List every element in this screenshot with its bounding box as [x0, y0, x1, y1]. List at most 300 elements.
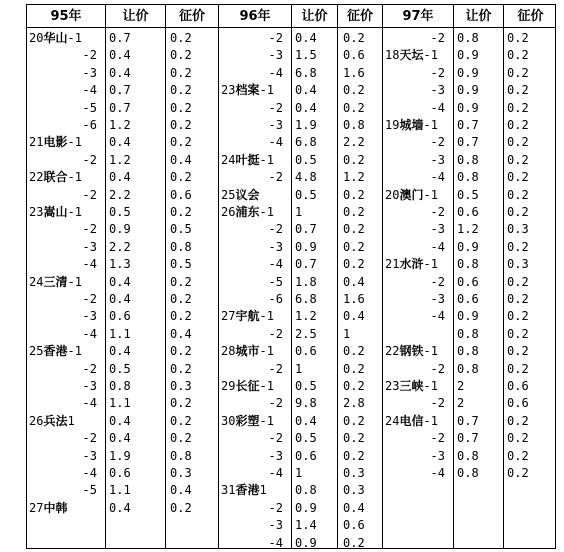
rang-price: 0.7: [457, 135, 479, 150]
issue-name: 钢铁: [399, 344, 424, 359]
rang-price: 1.2: [457, 222, 479, 237]
issue-suffix: -3: [430, 448, 445, 463]
issue-suffix: -3: [430, 222, 445, 237]
rang-price: 0.5: [109, 205, 131, 219]
zheng-price: 0.2: [170, 205, 192, 219]
issue-suffix: -2: [268, 100, 283, 115]
stamp-label: [29, 308, 103, 325]
issue-suffix: -4: [268, 135, 283, 150]
issue-suffix: -1: [67, 135, 82, 150]
issue-number: 22: [385, 344, 400, 359]
rang-price: 0.8: [457, 326, 479, 341]
column-divider: [105, 5, 106, 548]
zheng-price: 0.2: [170, 31, 192, 45]
rang-price: 0.7: [295, 222, 317, 237]
zheng-price: 0.2: [170, 135, 192, 150]
issue-number: 30: [221, 413, 236, 428]
rang-price: 0.7: [295, 257, 317, 272]
issue-name: 城墙: [399, 118, 424, 132]
issue-suffix: -3: [82, 65, 97, 80]
issue-name: 电信: [399, 413, 424, 428]
stamp-label: [221, 535, 289, 552]
zheng-price: 0.2: [170, 170, 192, 185]
stamp-label: [385, 308, 451, 325]
rang-price: 2.5: [295, 326, 317, 341]
issue-suffix: -6: [268, 292, 283, 306]
issue-suffix: -2: [82, 431, 97, 446]
issue-number: 22: [29, 170, 44, 185]
stamp-label: [221, 152, 289, 169]
stamp-label: [221, 413, 289, 430]
zheng-price: 0.6: [170, 187, 192, 202]
stamp-label: [29, 343, 103, 360]
rang-price: 0.8: [457, 152, 479, 167]
issue-name: 联合: [43, 170, 68, 185]
stamp-label: [29, 152, 103, 169]
column-divider: [453, 5, 454, 548]
stamp-label: [385, 187, 451, 204]
stamp-label: [385, 378, 451, 395]
zheng-price: 0.6: [343, 48, 365, 63]
header-zheng-97: 征价: [517, 9, 544, 24]
issue-suffix: -2: [268, 361, 283, 376]
issue-number: 25: [221, 187, 236, 202]
stamp-label: [221, 448, 289, 465]
issue-number: 20: [29, 31, 44, 45]
rang-price: 0.5: [457, 187, 479, 202]
issue-number: 18: [385, 48, 400, 63]
issue-suffix: -3: [268, 118, 283, 132]
issue-number: 23: [221, 83, 236, 98]
stamp-label: [221, 82, 289, 99]
issue-suffix: -3: [268, 239, 283, 254]
rang-price: 0.8: [457, 31, 479, 45]
issue-name: 长征: [235, 379, 260, 393]
issue-suffix: -2: [82, 187, 97, 202]
stamp-label: [29, 65, 103, 82]
stamp-label: [221, 117, 289, 134]
rang-price: 1.4: [295, 518, 317, 533]
rang-price: 0.5: [295, 187, 317, 202]
stamp-label: [221, 204, 289, 221]
issue-suffix: -4: [82, 83, 97, 98]
rang-price: 6.8: [295, 292, 317, 306]
stamp-label: [385, 361, 451, 378]
stamp-label: [221, 256, 289, 273]
stamp-label: [29, 274, 103, 291]
column-divider: [382, 5, 383, 548]
rang-price: 0.4: [295, 100, 317, 115]
zheng-price: 2.2: [343, 135, 365, 150]
zheng-price: 0.2: [507, 431, 529, 446]
issue-suffix: -5: [82, 483, 97, 498]
zheng-price: 0.2: [507, 152, 529, 167]
zheng-price: 0.5: [170, 257, 192, 272]
rang-price: 0.4: [295, 83, 317, 98]
rang-price: 6.8: [295, 135, 317, 150]
issue-number: 27: [221, 309, 236, 324]
rang-price: 0.9: [457, 48, 479, 63]
zheng-price: 0.2: [343, 31, 365, 45]
issue-suffix: -2: [268, 326, 283, 341]
issue-suffix: -1: [259, 152, 274, 167]
zheng-price: 0.8: [343, 118, 365, 132]
issue-name: 宇航: [235, 309, 260, 324]
stamp-label: [221, 308, 289, 325]
stamp-label: [29, 239, 103, 256]
rang-price: 0.6: [295, 448, 317, 463]
zheng-price: 0.2: [507, 309, 529, 324]
issue-suffix: -1: [423, 413, 438, 428]
header-rang-96: 让价: [301, 9, 328, 24]
zheng-price: 0.2: [507, 135, 529, 150]
stamp-label: [29, 291, 103, 308]
stamp-label: [385, 82, 451, 99]
issue-name: 华山: [43, 31, 68, 45]
rang-price: 0.6: [109, 309, 131, 324]
stamp-label: [221, 361, 289, 378]
stamp-label: [385, 169, 451, 186]
stamp-label: [385, 221, 451, 238]
stamp-label: [221, 274, 289, 291]
rang-price: 2.2: [109, 187, 131, 202]
issue-suffix: -4: [430, 170, 445, 185]
stamp-label: [29, 187, 103, 204]
zheng-price: 0.2: [343, 100, 365, 115]
zheng-price: 0.2: [507, 100, 529, 115]
zheng-price: 0.2: [507, 292, 529, 306]
issue-suffix: -1: [259, 379, 274, 393]
rang-price: 0.7: [109, 31, 131, 45]
rang-price: 0.8: [457, 361, 479, 376]
zheng-price: 0.2: [507, 448, 529, 463]
issue-suffix: -1: [259, 83, 274, 98]
rang-price: 0.7: [457, 431, 479, 446]
issue-suffix: -1: [423, 118, 438, 132]
zheng-price: 0.2: [343, 239, 365, 254]
header-rang-95: 让价: [122, 9, 149, 24]
zheng-price: 0.3: [170, 379, 192, 393]
issue-suffix: -3: [430, 83, 445, 98]
zheng-price: 0.4: [170, 326, 192, 341]
rang-price: 1.1: [109, 326, 131, 341]
stamp-label: [221, 500, 289, 517]
zheng-price: 0.2: [343, 83, 365, 98]
zheng-price: 0.2: [343, 431, 365, 446]
issue-suffix: -1: [423, 379, 438, 393]
rang-price: 0.4: [109, 48, 131, 63]
issue-name: 电影: [43, 135, 68, 150]
issue-suffix: -4: [82, 257, 97, 272]
issue-name: 兵法: [43, 413, 68, 428]
rang-price: 0.8: [295, 483, 317, 498]
stamp-label: [385, 413, 451, 430]
rang-price: 0.7: [109, 100, 131, 115]
issue-suffix: -3: [430, 152, 445, 167]
zheng-price: 0.2: [507, 239, 529, 254]
issue-name: 嵩山: [43, 205, 68, 219]
stamp-label: [29, 82, 103, 99]
issue-number: 26: [29, 413, 44, 428]
issue-number: 21: [385, 257, 400, 272]
stamp-label: [385, 430, 451, 447]
issue-suffix: 1: [259, 483, 267, 498]
issue-suffix: -2: [430, 431, 445, 446]
zheng-price: 0.2: [170, 309, 192, 324]
rang-price: 0.9: [295, 239, 317, 254]
zheng-price: 0.4: [343, 309, 365, 324]
issue-suffix: -5: [268, 274, 283, 289]
issue-suffix: -2: [430, 31, 445, 45]
issue-suffix: -4: [268, 257, 283, 272]
rang-price: 1.9: [295, 118, 317, 132]
stamp-label: [29, 47, 103, 64]
zheng-price: 0.2: [343, 344, 365, 359]
issue-suffix: -4: [82, 326, 97, 341]
issue-suffix: -1: [423, 187, 438, 202]
zheng-price: 0.2: [507, 413, 529, 428]
issue-suffix: -1: [423, 344, 438, 359]
issue-number: 29: [221, 379, 236, 393]
zheng-price: 0.2: [343, 361, 365, 376]
zheng-price: 0.2: [507, 205, 529, 219]
stamp-label: [29, 117, 103, 134]
issue-suffix: -3: [430, 292, 445, 306]
zheng-price: 0.6: [507, 396, 529, 411]
rang-price: 0.8: [109, 379, 131, 393]
issue-suffix: -3: [82, 309, 97, 324]
zheng-price: 0.2: [507, 326, 529, 341]
rang-price: 2.2: [109, 239, 131, 254]
issue-suffix: -1: [423, 48, 438, 63]
header-rang-97: 让价: [465, 9, 492, 24]
rang-price: 1.1: [109, 396, 131, 411]
rang-price: 1.2: [109, 118, 131, 132]
stamp-label: [385, 256, 451, 273]
header-zheng-96: 征价: [346, 9, 373, 24]
issue-suffix: -2: [430, 205, 445, 219]
rang-price: 0.9: [457, 100, 479, 115]
issue-suffix: -3: [82, 448, 97, 463]
zheng-price: 0.2: [170, 431, 192, 446]
stamp-label: [29, 500, 103, 517]
zheng-price: 0.2: [507, 170, 529, 185]
stamp-label: [385, 343, 451, 360]
stamp-label: [221, 187, 289, 204]
stamp-label: [29, 482, 103, 499]
stamp-label: [385, 291, 451, 308]
issue-suffix: 1: [67, 413, 75, 428]
rang-price: 0.9: [295, 500, 317, 515]
issue-name: 三清: [43, 274, 68, 289]
column-divider: [503, 5, 504, 548]
zheng-price: 0.2: [343, 448, 365, 463]
rang-price: 0.9: [109, 222, 131, 237]
issue-suffix: -2: [268, 31, 283, 45]
issue-name: 档案: [235, 83, 260, 98]
issue-suffix: -2: [430, 396, 445, 411]
zheng-price: 0.2: [507, 466, 529, 480]
issue-suffix: -2: [82, 152, 97, 167]
rang-price: 0.7: [457, 118, 479, 132]
zheng-price: 2.8: [343, 396, 365, 411]
issue-suffix: -2: [268, 431, 283, 446]
stamp-label: [221, 30, 289, 47]
stamp-label: [29, 256, 103, 273]
zheng-price: 0.2: [343, 222, 365, 237]
zheng-price: 0.2: [170, 344, 192, 359]
stamp-label: [221, 465, 289, 482]
stamp-label: [221, 100, 289, 117]
issue-suffix: -1: [259, 309, 274, 324]
rang-price: 1.2: [295, 309, 317, 324]
stamp-label: [29, 100, 103, 117]
zheng-price: 0.2: [170, 274, 192, 289]
stamp-label: [385, 239, 451, 256]
zheng-price: 0.2: [170, 361, 192, 376]
rang-price: 1: [295, 361, 303, 376]
rang-price: 0.6: [457, 274, 479, 289]
rang-price: 0.8: [457, 448, 479, 463]
rang-price: 0.5: [295, 431, 317, 446]
header-97: 97年: [402, 9, 434, 24]
rang-price: 1.9: [109, 448, 131, 463]
zheng-price: 0.2: [170, 396, 192, 411]
issue-name: 浦东: [235, 205, 260, 219]
issue-suffix: -4: [268, 466, 283, 480]
issue-suffix: -3: [82, 379, 97, 393]
zheng-price: 0.3: [507, 222, 529, 237]
stamp-label: [385, 395, 451, 412]
issue-name: 香港: [43, 344, 68, 359]
zheng-price: 0.5: [170, 222, 192, 237]
issue-name: 中韩: [43, 500, 68, 515]
issue-name: 澳门: [399, 187, 424, 202]
zheng-price: 0.2: [170, 48, 192, 63]
zheng-price: 0.2: [507, 65, 529, 80]
rang-price: 1: [295, 466, 303, 480]
issue-suffix: -6: [82, 118, 97, 132]
issue-name: 香港: [235, 483, 260, 498]
zheng-price: 0.4: [170, 152, 192, 167]
rang-price: 0.8: [457, 170, 479, 185]
stamp-label: [29, 326, 103, 343]
zheng-price: 0.2: [170, 292, 192, 306]
stamp-label: [221, 343, 289, 360]
zheng-price: 0.4: [170, 483, 192, 498]
zheng-price: 0.3: [507, 257, 529, 272]
issue-number: 31: [221, 483, 236, 498]
header-96: 96年: [239, 9, 271, 24]
zheng-price: 0.4: [343, 500, 365, 515]
issue-number: 26: [221, 205, 236, 219]
issue-name: 水浒: [399, 257, 424, 272]
issue-suffix: -3: [268, 518, 283, 533]
issue-suffix: -2: [430, 361, 445, 376]
rang-price: 2: [457, 379, 465, 393]
stamp-label: [29, 169, 103, 186]
issue-number: 21: [29, 135, 44, 150]
stamp-label: [29, 430, 103, 447]
column-divider: [337, 5, 338, 548]
rang-price: 4.8: [295, 170, 317, 185]
zheng-price: 0.2: [343, 413, 365, 428]
rang-price: 0.4: [295, 413, 317, 428]
issue-suffix: -1: [67, 344, 82, 359]
zheng-price: 0.2: [507, 274, 529, 289]
rang-price: 1.5: [295, 48, 317, 63]
issue-suffix: -2: [268, 500, 283, 515]
zheng-price: 0.3: [170, 466, 192, 480]
issue-suffix: -4: [268, 535, 283, 550]
issue-number: 20: [385, 187, 400, 202]
stamp-label: [221, 47, 289, 64]
issue-suffix: -4: [430, 466, 445, 480]
issue-suffix: -2: [430, 274, 445, 289]
zheng-price: 0.2: [507, 48, 529, 63]
zheng-price: 0.2: [170, 83, 192, 98]
rang-price: 1.3: [109, 257, 131, 272]
stamp-label: [221, 326, 289, 343]
rang-price: 0.4: [109, 344, 131, 359]
issue-suffix: -2: [82, 222, 97, 237]
issue-suffix: -4: [430, 309, 445, 324]
rang-price: 6.8: [295, 65, 317, 80]
issue-suffix: -2: [268, 170, 283, 185]
rang-price: 1: [295, 205, 303, 219]
zheng-price: 0.2: [170, 413, 192, 428]
rang-price: 0.8: [457, 344, 479, 359]
zheng-price: 0.8: [170, 239, 192, 254]
header-zheng-95: 征价: [178, 9, 205, 24]
stamp-label: [29, 448, 103, 465]
rang-price: 0.8: [457, 466, 479, 480]
issue-name: 天坛: [399, 48, 424, 63]
zheng-price: 0.8: [170, 448, 192, 463]
issue-suffix: -2: [430, 65, 445, 80]
issue-suffix: -1: [67, 274, 82, 289]
stamp-label: [385, 117, 451, 134]
zheng-price: 0.3: [343, 466, 365, 480]
stamp-label: [385, 134, 451, 151]
zheng-price: 0.6: [343, 518, 365, 533]
rang-price: 0.4: [109, 413, 131, 428]
issue-number: 23: [385, 379, 400, 393]
issue-suffix: -1: [67, 205, 82, 219]
issue-suffix: -5: [82, 100, 97, 115]
stamp-label: [221, 221, 289, 238]
stamp-label: [221, 239, 289, 256]
issue-suffix: -3: [82, 239, 97, 254]
rang-price: 1.2: [109, 152, 131, 167]
zheng-price: 1.6: [343, 65, 365, 80]
zheng-price: 0.2: [507, 118, 529, 132]
column-divider: [165, 5, 166, 548]
rang-price: 0.9: [295, 535, 317, 550]
rang-price: 9.8: [295, 396, 317, 411]
issue-number: 28: [221, 344, 236, 359]
rang-price: 0.4: [109, 500, 131, 515]
stamp-label: [29, 378, 103, 395]
issue-name: 彩塑: [235, 413, 260, 428]
zheng-price: 0.2: [343, 379, 365, 393]
zheng-price: 0.2: [170, 100, 192, 115]
rang-price: 0.9: [457, 309, 479, 324]
rang-price: 0.6: [457, 292, 479, 306]
issue-suffix: -4: [82, 466, 97, 480]
issue-suffix: -1: [423, 257, 438, 272]
issue-number: 23: [29, 205, 44, 219]
